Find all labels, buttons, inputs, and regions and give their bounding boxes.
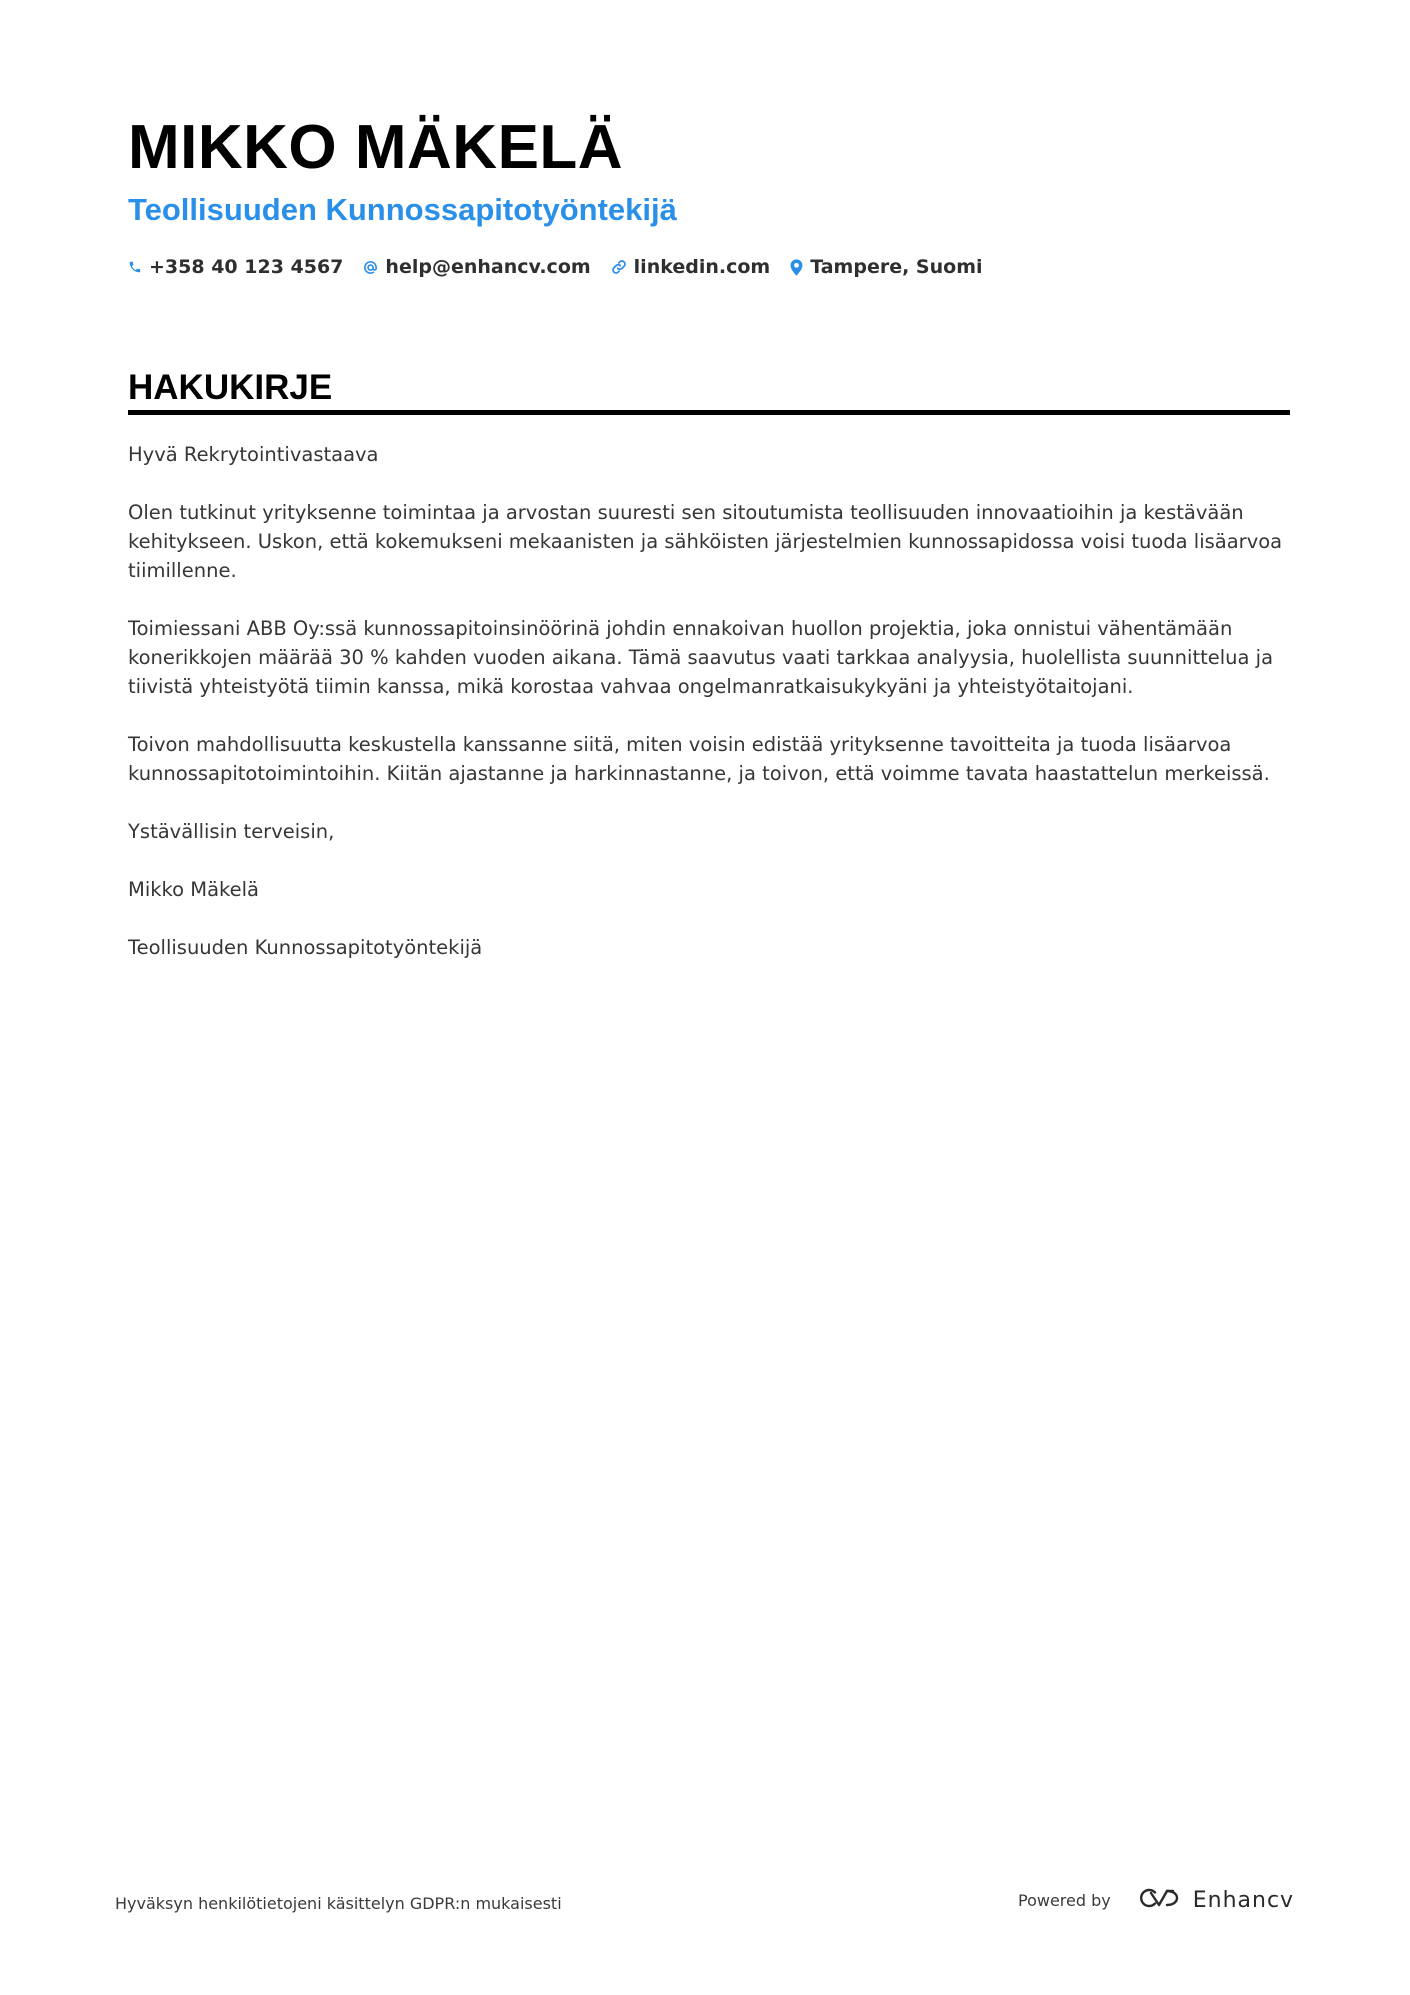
applicant-name: MIKKO MÄKELÄ [128, 113, 624, 182]
letter-greeting: Hyvä Rekrytointivastaava [128, 443, 379, 466]
contact-phone [128, 253, 343, 281]
letter-body [128, 440, 1290, 991]
letter-paragraph: Toimiessani ABB Oy:ssä kunnossapitoinsinöörinä johdin ennakoivan huollon projektia, joka onnistui vähentämään konerikkojen määrää 30 % kahden vuoden aikana. Tämä saavutus vaati tarkkaa analyysia, huolellista suunnittelua ja tiivistä yhteistyötä tiimin kanssa, mikä korostaa vahvaa ongelmanratkaisukykyäni ja yhteistyötaitojani. [128, 617, 1274, 698]
contact-location [790, 253, 982, 281]
signature-name: Mikko Mäkelä [128, 878, 259, 901]
section-divider [128, 410, 1290, 415]
contact-linkedin [611, 253, 771, 281]
section-title: HAKUKIRJE [128, 368, 333, 407]
enhancv-logo-icon [1137, 1886, 1183, 1915]
contact-email [363, 253, 590, 281]
applicant-job-title: Teollisuuden Kunnossapitotyöntekijä [128, 192, 677, 227]
phone-number: +358 40 123 4567 [149, 256, 344, 278]
letter-closing: Ystävällisin terveisin, [128, 820, 335, 843]
enhancv-brand[interactable] [1137, 1886, 1294, 1915]
powered-by-label: Powered by [1018, 1890, 1111, 1910]
enhancv-brand-name: Enhancv [1192, 1887, 1295, 1913]
letter-paragraph: Olen tutkinut yrityksenne toimintaa ja arvostan suuresti sen sitoutumista teollisuuden innovaatioihin ja kestävään kehitykseen. Uskon, että kokemukseni mekaanisten ja sähköisten järjestelmien kunnossapidossa voisi tuoda lisäarvoa tiimillenne. [128, 501, 1283, 582]
email-address: help@enhancv.com [385, 256, 591, 278]
link-icon [611, 259, 627, 275]
contact-info [128, 253, 983, 281]
at-icon [363, 260, 378, 275]
powered-by-footer [1018, 1886, 1294, 1915]
linkedin-url: linkedin.com [633, 256, 771, 278]
location-pin-icon [790, 259, 803, 276]
signature-title: Teollisuuden Kunnossapitotyöntekijä [128, 936, 483, 959]
location-text: Tampere, Suomi [810, 256, 983, 278]
gdpr-consent-text: Hyväksyn henkilötietojeni käsittelyn GDPR:n mukaisesti [115, 1894, 562, 1913]
letter-paragraph: Toivon mahdollisuutta keskustella kanssanne siitä, miten voisin edistää yrityksenne tavoitteita ja tuoda lisäarvoa kunnossapitotoimintoihin. Kiitän ajastanne ja harkinnastanne, ja toivon, että voimme tavata haastattelun merkeissä. [128, 733, 1270, 785]
phone-icon [128, 259, 142, 275]
